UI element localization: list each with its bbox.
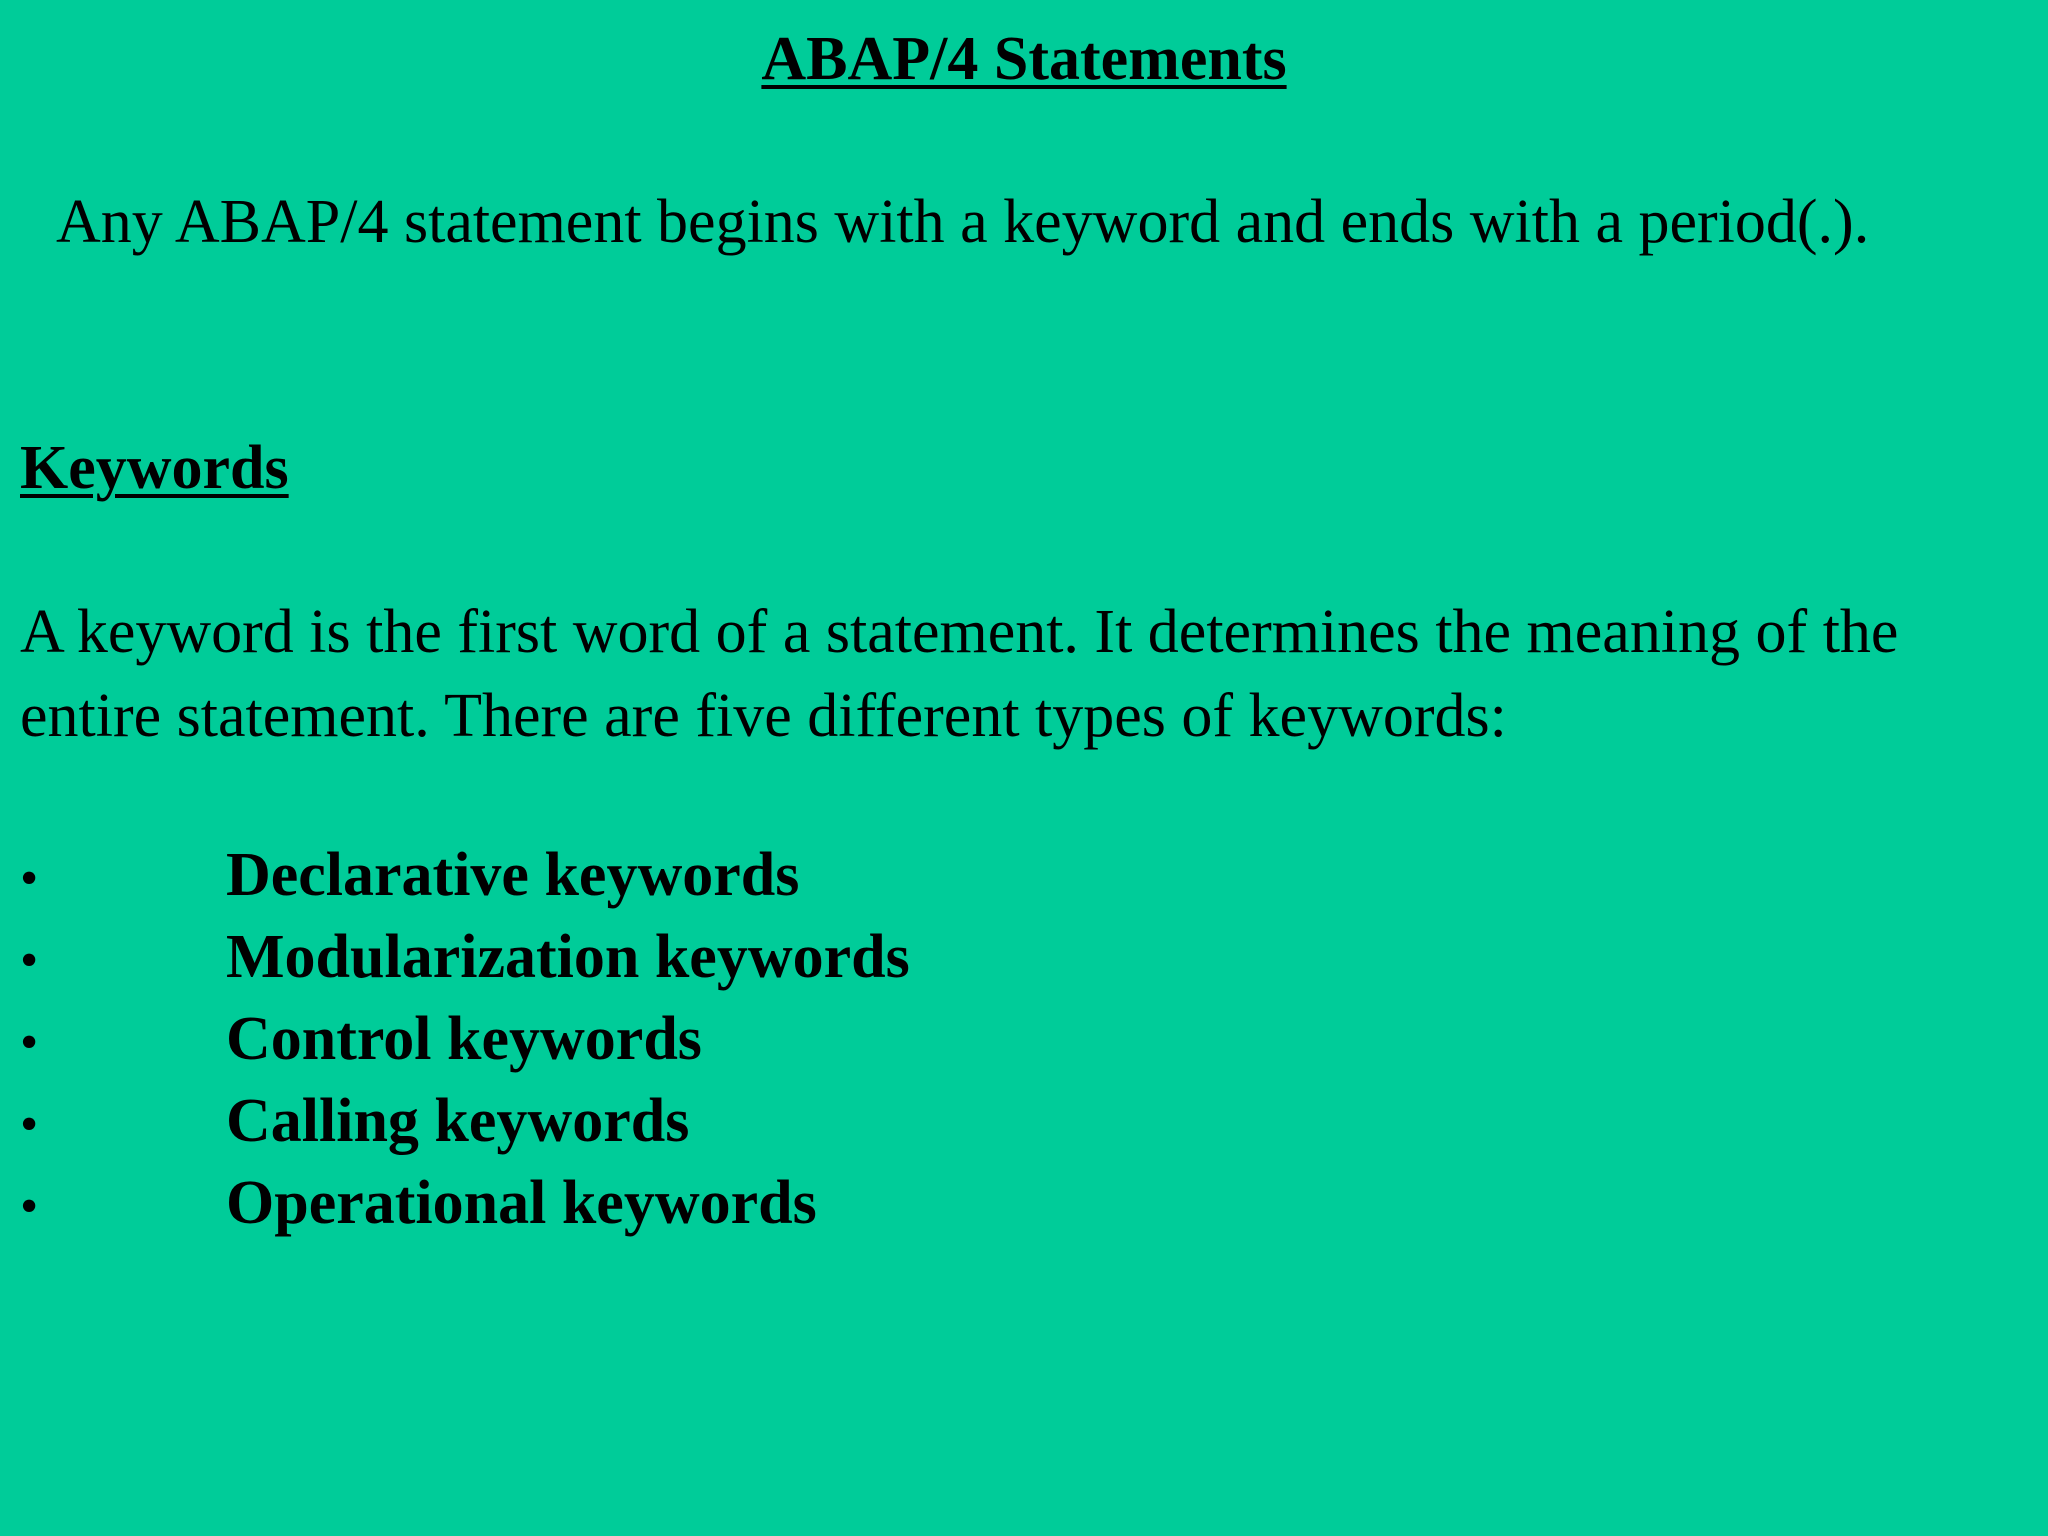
bullet-icon: • (20, 932, 39, 989)
list-item (20, 834, 910, 916)
keyword-type-label: Declarative keywords (226, 841, 800, 909)
bullet-icon: • (20, 850, 39, 907)
list-item (20, 916, 910, 998)
list-item (20, 1162, 910, 1244)
keyword-type-label: Calling keywords (226, 1087, 690, 1155)
bullet-icon: • (20, 1096, 39, 1153)
list-item (20, 998, 910, 1080)
slide-title: ABAP/4 Statements (761, 25, 1287, 93)
bullet-icon: • (20, 1014, 39, 1071)
keyword-type-label: Operational keywords (226, 1169, 817, 1237)
list-item (20, 1080, 910, 1162)
keywords-heading: Keywords (20, 434, 289, 502)
keywords-description: A keyword is the first word of a statement. It determines the meaning of the entire statement. There are five different types of keywords: (20, 598, 1899, 750)
keyword-types-list (20, 834, 910, 1244)
bullet-icon: • (20, 1178, 39, 1235)
intro-paragraph: Any ABAP/4 statement begins with a keyword and ends with a period(.). (56, 188, 1870, 256)
keyword-type-label: Modularization keywords (226, 923, 910, 991)
keyword-type-label: Control keywords (226, 1005, 702, 1073)
